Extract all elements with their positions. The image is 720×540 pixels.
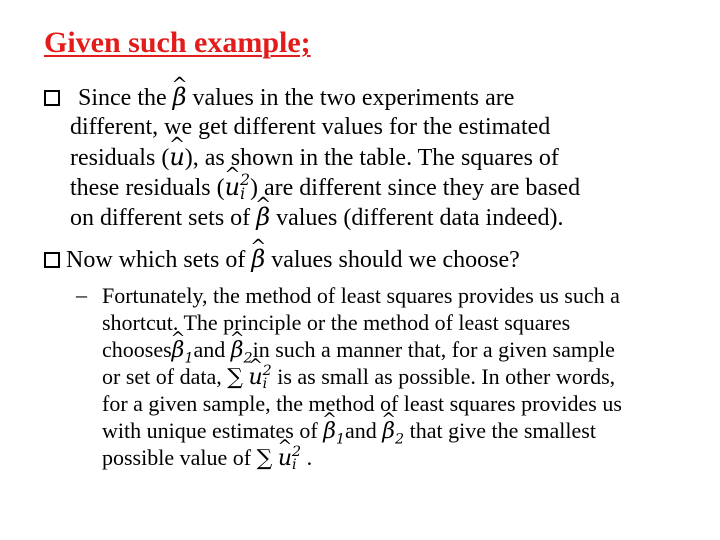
sub-line5: for a given sample, the method of least squares provides us bbox=[102, 391, 622, 416]
sub: 1 bbox=[335, 431, 346, 448]
text: chooses bbox=[102, 337, 172, 362]
beta-hat-symbol: ^ β bbox=[173, 82, 187, 112]
u-hat-symbol: ^ u bbox=[225, 172, 240, 202]
sup: 2 bbox=[262, 363, 272, 380]
bullet1-line4 bbox=[70, 172, 580, 203]
text: on different sets of bbox=[70, 205, 257, 231]
text: and bbox=[345, 418, 383, 443]
dash-bullet: – bbox=[76, 282, 87, 307]
text: in such a manner that, for a given sample bbox=[252, 337, 615, 362]
sub: i bbox=[240, 185, 246, 203]
sub: 2 bbox=[243, 350, 253, 367]
sub: i bbox=[262, 376, 268, 392]
sum-symbol: ∑ bbox=[256, 446, 273, 471]
checkbox-bullet-icon bbox=[44, 252, 60, 268]
sub: i bbox=[291, 457, 297, 473]
sub: 2 bbox=[395, 431, 405, 448]
sup: 2 bbox=[240, 170, 251, 189]
sub-line1: Fortunately, the method of least squares provides us such a bbox=[102, 283, 620, 308]
text: these residuals ( bbox=[70, 175, 225, 201]
text: . bbox=[301, 445, 313, 470]
bullet2-line bbox=[66, 244, 520, 275]
text: Now which sets of bbox=[66, 247, 252, 273]
sub-line2: shortcut. The principle or the method of least squares bbox=[102, 310, 571, 335]
text: values (different data indeed). bbox=[270, 205, 564, 231]
text: that give the smallest bbox=[404, 418, 596, 443]
slide-title: Given such example; bbox=[44, 26, 311, 59]
bullet1-line1 bbox=[78, 82, 514, 113]
beta-hat-symbol: ^ β bbox=[382, 418, 395, 445]
text: values in the two experiments are bbox=[186, 85, 515, 111]
bullet1-line2: different, we get different values for the estimated bbox=[70, 114, 551, 140]
sub-line7 bbox=[102, 444, 312, 472]
text: or set of data, bbox=[102, 364, 228, 389]
sub: 1 bbox=[184, 350, 194, 367]
text: possible value of bbox=[102, 445, 257, 470]
bullet1-line3 bbox=[70, 142, 559, 173]
sup: 2 bbox=[291, 444, 302, 461]
u-hat-symbol: ^ u bbox=[169, 142, 184, 172]
text: and bbox=[193, 337, 231, 362]
beta-hat-symbol: ^ β bbox=[231, 337, 244, 364]
sub-line4 bbox=[102, 363, 615, 391]
beta-hat-symbol: ^ β bbox=[256, 202, 270, 232]
beta-hat-symbol: ^ β bbox=[172, 337, 185, 364]
text: ), as shown in the table. The squares of bbox=[184, 145, 559, 171]
sum-symbol: ∑ bbox=[227, 365, 243, 390]
beta-hat-symbol: ^ β bbox=[323, 418, 336, 445]
text: is as small as possible. In other words, bbox=[271, 364, 616, 389]
text: Since the bbox=[78, 85, 173, 111]
bullet1-line5 bbox=[70, 202, 564, 233]
text: ) are different since they are based bbox=[250, 175, 581, 201]
text: values should we choose? bbox=[265, 247, 520, 273]
u-hat-symbol: ^ u bbox=[248, 364, 262, 391]
u-hat-symbol: ^ u bbox=[278, 445, 292, 472]
text: with unique estimates of bbox=[102, 418, 324, 443]
beta-hat-symbol: ^ β bbox=[251, 244, 265, 274]
text: residuals ( bbox=[70, 145, 170, 171]
checkbox-bullet-icon bbox=[44, 90, 60, 106]
